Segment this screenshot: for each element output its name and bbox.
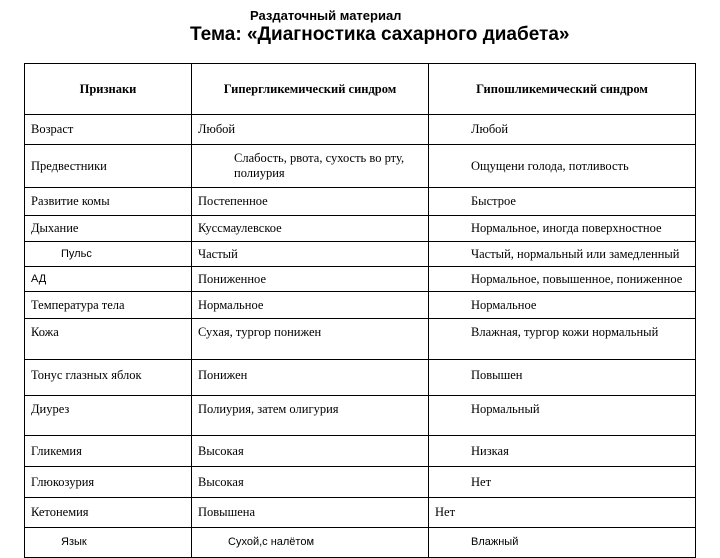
table-cell: Любой (429, 115, 696, 145)
table-cell: Температура тела (25, 292, 192, 319)
table-cell: Высокая (192, 436, 429, 467)
table-cell: Гликемия (25, 436, 192, 467)
table-cell: Нормальное, повышенное, пониженное (429, 267, 696, 292)
table-cell: Нет (429, 498, 696, 528)
table-row (25, 498, 696, 528)
table-cell: Полиурия, затем олигурия (192, 396, 429, 436)
table-cell: Развитие комы (25, 188, 192, 216)
table-cell: Пульс (25, 242, 192, 267)
table-cell: Быстрое (429, 188, 696, 216)
table-row (25, 436, 696, 467)
table-cell: Возраст (25, 115, 192, 145)
table-cell: Сухой,с налётом (192, 528, 429, 558)
table-cell: Куссмаулевское (192, 216, 429, 242)
table-row (25, 396, 696, 436)
header-cell: Признаки (25, 64, 192, 115)
table-cell: Нормальное (429, 292, 696, 319)
table-cell: Частый, нормальный или замедленный (429, 242, 696, 267)
table-cell: Предвестники (25, 145, 192, 188)
table-cell: Кожа (25, 319, 192, 360)
header-cell: Гипошликемический синдром (429, 64, 696, 115)
table-cell: Диурез (25, 396, 192, 436)
table-cell: Влажный (429, 528, 696, 558)
diagnostics-table (24, 63, 696, 558)
table-cell: Нормальный (429, 396, 696, 436)
page-title: Тема: «Диагностика сахарного диабета» (190, 24, 570, 45)
table-row (25, 242, 696, 267)
table-row (25, 319, 696, 360)
table-row (25, 292, 696, 319)
header-cell: Гипергликемический синдром (192, 64, 429, 115)
table-cell: Влажная, тургор кожи нормальный (429, 319, 696, 360)
table-cell: Ощущени голода, потливость (429, 145, 696, 188)
handout-label: Раздаточный материал (250, 8, 402, 23)
table-row (25, 267, 696, 292)
table-cell: Частый (192, 242, 429, 267)
table-cell: Любой (192, 115, 429, 145)
table-cell: Понижен (192, 360, 429, 396)
table-cell: Тонус глазных яблок (25, 360, 192, 396)
table-cell: Дыхание (25, 216, 192, 242)
table-row (25, 115, 696, 145)
table-cell: Высокая (192, 467, 429, 498)
table-cell: Низкая (429, 436, 696, 467)
table-cell: Глюкозурия (25, 467, 192, 498)
table-cell: Язык (25, 528, 192, 558)
table-row (25, 360, 696, 396)
table-cell: Кетонемия (25, 498, 192, 528)
table-cell: Повышен (429, 360, 696, 396)
table-cell: Нормальное (192, 292, 429, 319)
table-cell: Постепенное (192, 188, 429, 216)
table-cell: Нет (429, 467, 696, 498)
table-row (25, 528, 696, 558)
table-row (25, 145, 696, 188)
table-header-row (25, 64, 696, 115)
table-cell: АД (25, 267, 192, 292)
table-cell: Сухая, тургор понижен (192, 319, 429, 360)
table-cell: Повышена (192, 498, 429, 528)
table-cell: Слабость, рвота, сухость во рту, полиурия (192, 145, 429, 188)
table-row (25, 216, 696, 242)
table-row (25, 188, 696, 216)
table-cell: Нормальное, иногда поверхностное (429, 216, 696, 242)
table-row (25, 467, 696, 498)
table-cell: Пониженное (192, 267, 429, 292)
